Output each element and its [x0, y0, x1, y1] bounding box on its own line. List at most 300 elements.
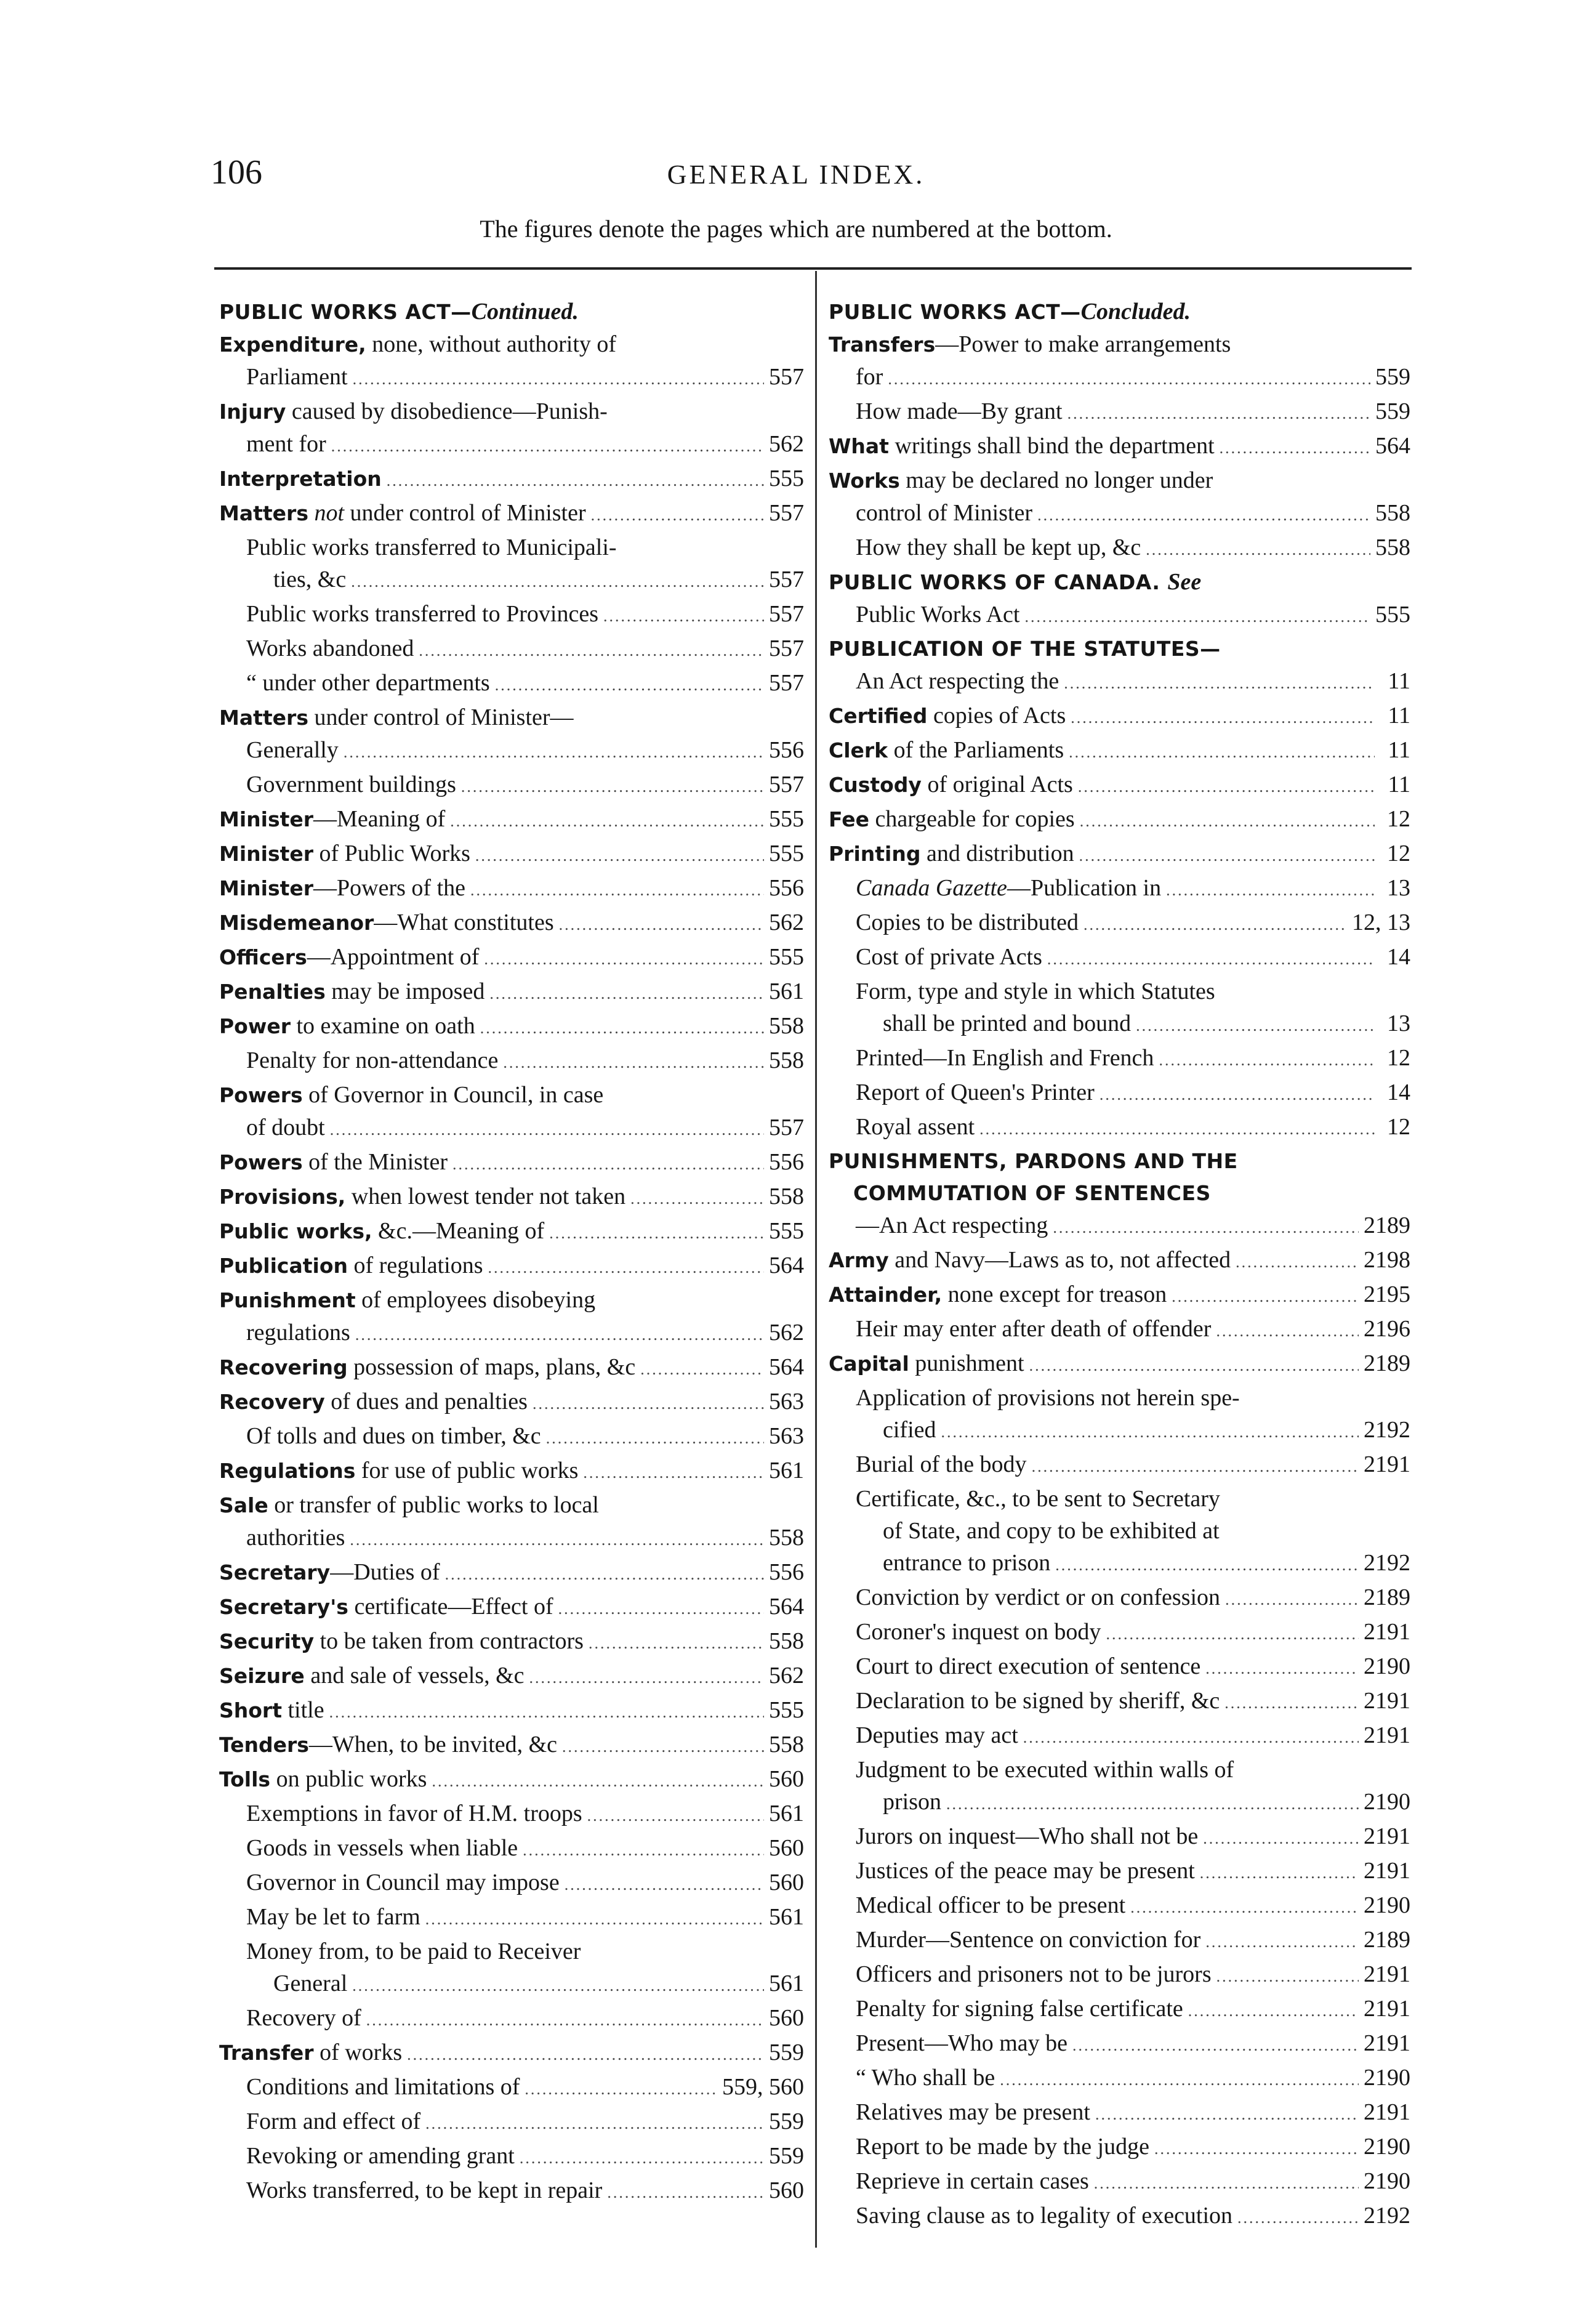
page-reference: 2191 — [1364, 1961, 1410, 1987]
page-reference: 558 — [769, 1047, 804, 1073]
entry-description: Justices of the peace may be present — [856, 1858, 1195, 1884]
index-entry — [829, 2096, 1410, 2131]
page-reference: 12 — [1387, 1114, 1410, 1140]
entry-keyword: Expenditure, — [219, 333, 366, 357]
entry-keyword: Transfers — [829, 333, 936, 357]
index-entry — [829, 1414, 1410, 1448]
index-entry — [219, 361, 804, 395]
entry-text — [219, 1215, 544, 1248]
page-reference: 11 — [1388, 772, 1410, 797]
entry-text — [856, 1448, 1027, 1480]
index-entry — [219, 1763, 804, 1797]
index-entry — [219, 1044, 804, 1079]
dot-leader — [1159, 1044, 1375, 1076]
page-reference: 557 — [769, 670, 804, 696]
index-entry — [219, 1556, 804, 1591]
index-entry — [829, 665, 1410, 700]
page-reference: 557 — [769, 601, 804, 627]
entry-text — [856, 2096, 1090, 2128]
entry-description: —Power to make arrangements — [935, 331, 1231, 357]
index-entry — [219, 941, 804, 975]
dot-leader — [445, 1559, 764, 1591]
entry-text — [219, 1249, 483, 1282]
entry-keyword: Transfer — [219, 2041, 314, 2065]
entry-description: and distribution — [920, 841, 1074, 866]
dot-leader — [419, 635, 764, 667]
dot-leader — [587, 1800, 764, 1832]
dot-leader — [640, 1354, 764, 1386]
page-reference: 558 — [769, 1732, 804, 1757]
dot-leader — [1047, 943, 1375, 975]
dot-leader — [1023, 1722, 1359, 1754]
page-reference: 2196 — [1364, 1316, 1410, 1342]
dot-leader — [1080, 805, 1375, 837]
entry-description: —An Act respecting — [856, 1212, 1048, 1238]
page-reference: 561 — [769, 1904, 804, 1930]
entry-keyword: Secretary — [219, 1560, 331, 1584]
entry-text — [246, 1939, 581, 1964]
entry-text — [856, 2027, 1067, 2059]
index-entry — [829, 1719, 1410, 1754]
index-entry — [219, 734, 804, 769]
entry-text — [829, 700, 1066, 732]
entry-description: of the Minister — [302, 1149, 448, 1175]
entry-keyword: Interpretation — [219, 467, 382, 491]
entry-text — [856, 1958, 1212, 1990]
dot-leader — [495, 669, 764, 701]
entry-text — [883, 1547, 1050, 1579]
entry-description: prison — [883, 1789, 941, 1815]
dot-leader — [1037, 499, 1370, 531]
page-reference: 555 — [769, 1218, 804, 1244]
entry-description: —Publication in — [1007, 875, 1162, 901]
entry-text — [246, 1901, 420, 1933]
entry-description: Heir may enter after death of offender — [856, 1316, 1212, 1342]
page-reference: 11 — [1388, 703, 1410, 728]
entry-keyword: Matters — [219, 706, 308, 730]
index-heading — [219, 296, 804, 328]
entry-description: Jurors on inquest—Who shall not be — [856, 1823, 1199, 1849]
entry-text — [856, 1757, 1234, 1783]
dot-leader — [366, 2004, 764, 2036]
index-entry — [829, 1076, 1410, 1111]
page-reference: 559 — [769, 2108, 804, 2134]
page-reference: 2190 — [1364, 1892, 1410, 1918]
dot-leader — [520, 2142, 764, 2174]
entry-description: Penalty for non-attendance — [246, 1047, 499, 1073]
left-column — [219, 296, 804, 2209]
dot-leader — [583, 1457, 764, 1489]
index-entry — [219, 1660, 804, 1694]
page-reference: 557 — [769, 567, 804, 592]
entry-text — [219, 1763, 427, 1796]
page-number: 106 — [211, 153, 262, 192]
dot-leader — [529, 1662, 764, 1694]
entry-text — [856, 665, 1059, 697]
entry-keyword: What — [829, 434, 889, 458]
entry-text — [829, 734, 1064, 767]
entry-description: Works abandoned — [246, 635, 414, 661]
dot-leader — [979, 1113, 1375, 1145]
entry-keyword: Penalties — [219, 980, 326, 1004]
index-entry — [219, 1215, 804, 1249]
entry-text — [219, 1625, 584, 1658]
entry-text — [246, 1112, 325, 1144]
index-heading-text: PUBLIC WORKS ACT— — [219, 300, 472, 324]
page-reference: 11 — [1388, 737, 1410, 763]
entry-description: possession of maps, plans, &c — [347, 1354, 636, 1380]
entry-description: authorities — [246, 1525, 345, 1551]
entry-description: of the Parliaments — [888, 737, 1064, 763]
entry-description: Public works transferred to Municipali- — [246, 535, 617, 560]
entry-keyword: Regulations — [219, 1459, 356, 1483]
entry-text — [246, 1420, 541, 1452]
entry-description: of works — [313, 2040, 403, 2065]
entry-text — [246, 598, 598, 630]
index-heading-text: PUBLIC WORKS ACT— — [829, 300, 1081, 324]
dot-leader — [1146, 534, 1370, 566]
index-entry — [219, 2036, 804, 2071]
entry-text — [856, 1650, 1200, 1682]
page-reference: 559, 560 — [722, 2074, 804, 2100]
entry-keyword: Injury — [219, 400, 286, 424]
entry-description: of doubt — [246, 1115, 325, 1140]
dot-leader — [450, 805, 764, 837]
index-entry — [829, 497, 1410, 531]
page-reference: 559 — [769, 2040, 804, 2065]
entry-description: Medical officer to be present — [856, 1892, 1126, 1918]
entry-keyword: Custody — [829, 773, 922, 797]
entry-keyword: Provisions, — [219, 1185, 346, 1209]
entry-description: of State, and copy to be exhibited at — [883, 1518, 1220, 1544]
entry-description: ment for — [246, 431, 326, 457]
index-entry — [219, 667, 804, 701]
entry-description: Judgment to be executed within walls of — [856, 1757, 1234, 1783]
index-entry — [829, 769, 1410, 803]
dot-leader — [407, 2039, 764, 2071]
dot-leader — [350, 1524, 764, 1556]
entry-keyword: Recovering — [219, 1355, 348, 1379]
entry-description: Revoking or amending grant — [246, 2143, 515, 2169]
dot-leader — [1205, 1653, 1359, 1685]
entry-description: Coroner's inquest on body — [856, 1619, 1101, 1645]
dot-leader — [607, 2177, 764, 2209]
dot-leader — [484, 943, 764, 975]
entry-description: Of tolls and dues on timber, &c — [246, 1423, 541, 1449]
page-reference: 2189 — [1364, 1350, 1410, 1376]
entry-text — [219, 2036, 402, 2069]
entry-description: Money from, to be paid to Receiver — [246, 1939, 581, 1964]
entry-text — [856, 2200, 1232, 2232]
entry-text — [246, 734, 339, 766]
entry-text — [856, 1889, 1125, 1921]
index-entry — [219, 1010, 804, 1044]
index-entry — [219, 2105, 804, 2140]
entry-text — [856, 1042, 1154, 1074]
entry-text — [219, 1556, 440, 1589]
index-entry — [219, 1351, 804, 1386]
page-title: GENERAL INDEX. — [667, 159, 925, 190]
entry-description: under control of Minister — [344, 500, 586, 526]
index-entry — [829, 2131, 1410, 2165]
entry-description: control of Minister — [856, 500, 1033, 526]
index-entry — [829, 1547, 1410, 1581]
page-reference: 563 — [769, 1423, 804, 1449]
entry-description: Form and effect of — [246, 2108, 421, 2134]
index-entry — [829, 1007, 1410, 1042]
index-entry — [829, 1448, 1410, 1483]
index-entry — [829, 1042, 1410, 1076]
entry-text — [219, 331, 616, 357]
entry-description: Printed—In English and French — [856, 1045, 1154, 1071]
dot-leader — [329, 1697, 764, 1729]
page-reference: 2198 — [1364, 1247, 1410, 1273]
dot-leader — [1000, 2064, 1359, 2096]
index-entry — [829, 1855, 1410, 1889]
entry-description: —Meaning of — [313, 806, 446, 832]
index-entry — [829, 1650, 1410, 1685]
entry-text — [219, 704, 574, 730]
entry-description: Conditions and limitations of — [246, 2074, 520, 2100]
page-reference: 559 — [1375, 398, 1410, 424]
index-entry — [219, 2002, 804, 2036]
index-entry — [219, 598, 804, 632]
entry-text — [219, 803, 445, 836]
dot-leader — [1172, 1281, 1359, 1313]
entry-text — [273, 1967, 347, 1999]
dot-leader — [1032, 1451, 1359, 1483]
entry-text — [856, 1385, 1240, 1411]
entry-text — [219, 1492, 599, 1518]
index-entry — [829, 1924, 1410, 1958]
entry-text — [883, 1414, 936, 1446]
entry-description: Declaration to be signed by sheriff, &c — [856, 1688, 1220, 1714]
dot-leader — [1154, 2133, 1359, 2165]
entry-description: may be imposed — [325, 978, 485, 1004]
entry-keyword: Matters — [219, 501, 308, 525]
index-entry — [219, 1591, 804, 1625]
page-reference: 562 — [769, 1663, 804, 1689]
entry-text — [219, 462, 382, 495]
index-entry-wrap — [829, 1515, 1410, 1547]
page-reference: 555 — [769, 806, 804, 832]
page-reference: 560 — [769, 2177, 804, 2203]
entry-text — [219, 1455, 578, 1487]
page-reference: 560 — [769, 1835, 804, 1861]
index-entry-wrap — [219, 328, 804, 361]
page-reference: 14 — [1387, 1079, 1410, 1105]
dot-leader — [1220, 432, 1370, 464]
entry-description: when lowest tender not taken — [345, 1184, 626, 1209]
entry-italic: Canada Gazette — [856, 875, 1007, 901]
entry-description: of Governor in Council, in case — [302, 1082, 604, 1108]
index-entry — [219, 906, 804, 941]
entry-text — [883, 1518, 1220, 1544]
entry-text — [246, 667, 490, 699]
entry-description: Conviction by verdict or on confession — [856, 1584, 1221, 1610]
page-reference: 557 — [769, 364, 804, 390]
index-entry — [829, 872, 1410, 906]
index-entry — [829, 599, 1410, 633]
dot-leader — [562, 1731, 764, 1763]
index-heading-text: PUBLICATION OF THE STATUTES— — [829, 637, 1221, 661]
page-reference: 564 — [769, 1253, 804, 1278]
page-reference: 2190 — [1364, 1653, 1410, 1679]
entry-keyword: Public works, — [219, 1219, 372, 1243]
dot-leader — [533, 1388, 764, 1420]
page-reference: 2191 — [1364, 1722, 1410, 1748]
page-reference: 2191 — [1364, 2030, 1410, 2056]
entry-description: Deputies may act — [856, 1722, 1018, 1748]
page-reference: 557 — [769, 772, 804, 797]
index-entry — [219, 2174, 804, 2209]
entry-description: caused by disobedience—Punish- — [286, 398, 608, 424]
index-entry — [829, 700, 1410, 734]
entry-keyword: Secretary's — [219, 1595, 348, 1619]
page-reference: 559 — [1375, 364, 1410, 390]
dot-leader — [1083, 909, 1347, 941]
dot-leader — [489, 978, 764, 1010]
entry-text — [219, 497, 586, 530]
page-reference: 562 — [769, 910, 804, 935]
dot-leader — [1094, 2168, 1359, 2200]
index-entry-wrap — [829, 1754, 1410, 1786]
dot-leader — [425, 2108, 764, 2140]
index-heading-text: PUNISHMENTS, PARDONS AND THE COMMUTATION OF SENTENCES — [829, 1149, 1238, 1205]
page-reference: 2190 — [1364, 2168, 1410, 2194]
index-entry — [219, 428, 804, 462]
dot-leader — [452, 1148, 764, 1180]
entry-text — [246, 2071, 520, 2103]
page-reference: 557 — [769, 635, 804, 661]
dot-leader — [475, 840, 764, 872]
entry-keyword: Capital — [829, 1352, 909, 1376]
entry-description: Report of Queen's Printer — [856, 1079, 1095, 1105]
entry-text — [829, 1244, 1231, 1277]
entry-keyword: Seizure — [219, 1664, 305, 1688]
entry-text — [856, 1685, 1220, 1717]
dot-leader — [1166, 874, 1375, 906]
dot-leader — [353, 363, 764, 395]
entry-text — [219, 1287, 595, 1313]
dot-leader — [1067, 398, 1370, 430]
page-reference: 2191 — [1364, 1688, 1410, 1714]
entry-text — [856, 1924, 1200, 1956]
header-rule — [214, 267, 1412, 270]
entry-keyword: Powers — [219, 1083, 303, 1107]
entry-text — [219, 1386, 528, 1418]
entry-text — [246, 1832, 518, 1864]
entry-description: Royal assent — [856, 1114, 975, 1140]
dot-leader — [1224, 1687, 1359, 1719]
entry-description: Governor in Council may impose — [246, 1870, 560, 1895]
entry-keyword: Army — [829, 1248, 889, 1272]
page-reference: 555 — [1375, 602, 1410, 627]
entry-text — [246, 535, 617, 560]
index-entry-wrap — [219, 1935, 804, 1967]
page-reference: 561 — [769, 1458, 804, 1483]
page-reference: 2190 — [1364, 1789, 1410, 1815]
entry-text — [219, 398, 608, 424]
index-entry — [829, 531, 1410, 566]
page-reference: 559 — [769, 2143, 804, 2169]
entry-keyword: Clerk — [829, 738, 888, 762]
entry-description: cified — [883, 1417, 936, 1443]
page-reference: 558 — [1375, 500, 1410, 526]
entry-keyword: Tenders — [219, 1733, 309, 1757]
dot-leader — [565, 1869, 764, 1901]
index-entry-wrap — [829, 464, 1410, 497]
index-entry — [219, 1625, 804, 1660]
dot-leader — [425, 1903, 764, 1935]
index-heading — [829, 633, 1410, 665]
page-reference: 13 — [1387, 875, 1410, 901]
entry-description: copies of Acts — [927, 703, 1066, 728]
entry-description: Government buildings — [246, 772, 456, 797]
entry-keyword: Punishment — [219, 1288, 356, 1312]
index-entry — [219, 563, 804, 598]
entry-text — [856, 1313, 1211, 1345]
page-reference: 2192 — [1364, 2203, 1410, 2229]
index-entry-wrap — [219, 1489, 804, 1522]
index-entry — [219, 1694, 804, 1729]
dot-leader — [1055, 1549, 1359, 1581]
page-reference: 560 — [769, 2005, 804, 2031]
dot-leader — [331, 430, 764, 462]
entry-text — [856, 1209, 1048, 1241]
page-reference: 13 — [1387, 1011, 1410, 1036]
entry-description: and Navy—Laws as to, not affected — [888, 1247, 1231, 1273]
entry-text — [246, 632, 414, 664]
dot-leader — [1136, 1010, 1375, 1042]
entry-text — [856, 1111, 975, 1143]
dot-leader — [1069, 736, 1375, 769]
entry-text — [856, 1719, 1018, 1751]
entry-text — [829, 837, 1074, 870]
entry-description: for — [856, 364, 883, 390]
entry-keyword: Officers — [219, 945, 307, 969]
entry-keyword: Recovery — [219, 1390, 325, 1414]
index-heading-italic: See — [1167, 569, 1202, 595]
index-entry — [829, 803, 1410, 837]
page-reference: 2189 — [1364, 1927, 1410, 1953]
entry-text — [856, 497, 1032, 529]
index-entry-wrap — [829, 1382, 1410, 1414]
index-entry — [829, 1958, 1410, 1993]
entry-text — [856, 1616, 1101, 1648]
dot-leader — [1071, 702, 1375, 734]
page-reference: 558 — [769, 1013, 804, 1039]
entry-description: certificate—Effect of — [348, 1594, 553, 1620]
index-entry — [219, 1420, 804, 1455]
entry-description: entrance to prison — [883, 1550, 1051, 1576]
dot-leader — [1236, 1246, 1359, 1278]
entry-text — [219, 906, 554, 939]
entry-text — [856, 872, 1161, 904]
dot-leader — [546, 1422, 764, 1455]
dot-leader — [1216, 1315, 1359, 1347]
index-entry — [219, 1317, 804, 1351]
entry-keyword: Printing — [829, 842, 921, 866]
entry-text — [829, 467, 1213, 493]
page-subtitle: The figures denote the pages which are numbered at the bottom. — [480, 215, 1112, 243]
dot-leader — [1029, 1350, 1359, 1382]
entry-text — [219, 1082, 603, 1108]
entry-text — [246, 1866, 560, 1898]
entry-description: Court to direct execution of sentence — [856, 1653, 1201, 1679]
index-entry — [219, 837, 804, 872]
entry-description: How they shall be kept up, &c — [856, 535, 1141, 560]
